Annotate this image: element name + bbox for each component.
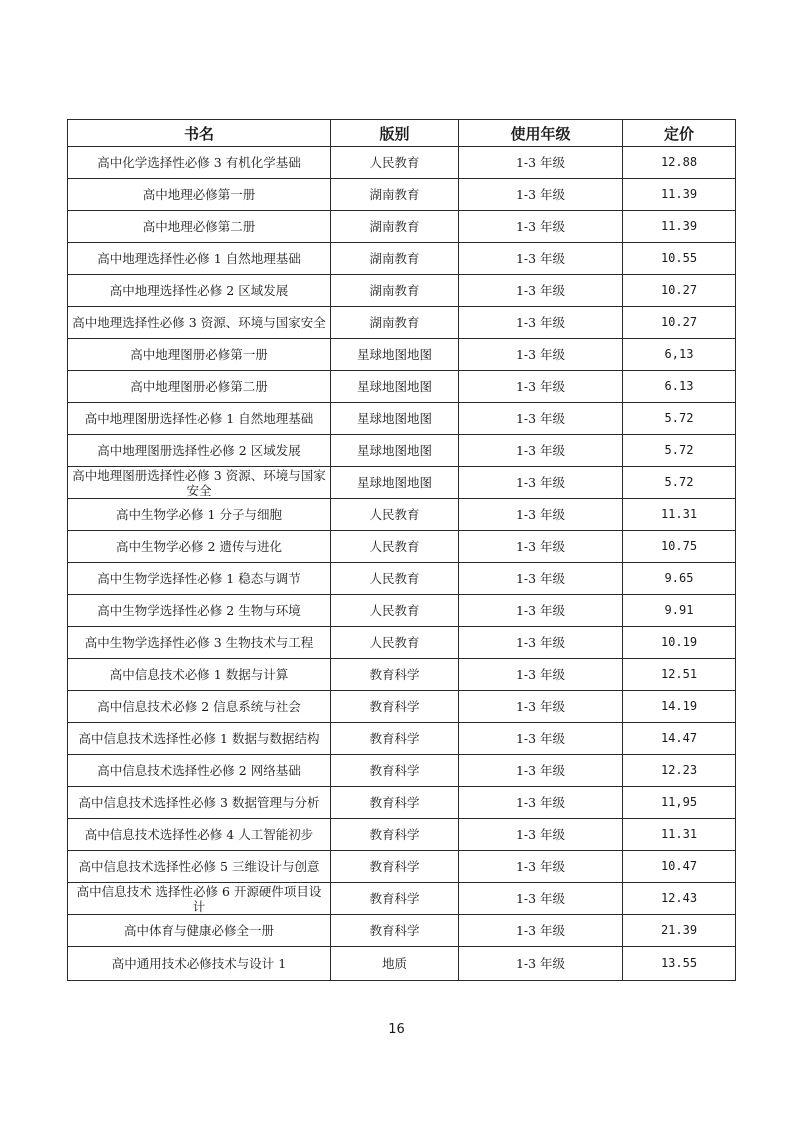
book-name-cell: 高中地理必修第二册 (68, 211, 331, 243)
grade-cell: 1-3 年级 (459, 531, 623, 563)
price-cell: 5.72 (623, 403, 736, 435)
grade-cell: 1-3 年级 (459, 691, 623, 723)
table-row (68, 467, 736, 499)
grade-cell: 1-3 年级 (459, 563, 623, 595)
book-name-cell: 高中化学选择性必修 3 有机化学基础 (68, 147, 331, 179)
grade-cell: 1-3 年级 (459, 371, 623, 403)
header-edition: 版别 (331, 120, 459, 147)
table-row (68, 531, 736, 563)
table-row (68, 275, 736, 307)
grade-cell: 1-3 年级 (459, 819, 623, 851)
textbook-price-table (67, 119, 736, 981)
table-row (68, 499, 736, 531)
grade-cell: 1-3 年级 (459, 755, 623, 787)
book-name-cell: 高中地理图册选择性必修 1 自然地理基础 (68, 403, 331, 435)
book-name-cell: 高中地理图册选择性必修 3 资源、环境与国家安全 (68, 467, 331, 499)
edition-cell: 教育科学 (331, 787, 459, 819)
table-row (68, 723, 736, 755)
grade-cell: 1-3 年级 (459, 627, 623, 659)
header-grade: 使用年级 (459, 120, 623, 147)
table-row (68, 339, 736, 371)
price-cell: 11.31 (623, 819, 736, 851)
grade-cell: 1-3 年级 (459, 403, 623, 435)
edition-cell: 人民教育 (331, 563, 459, 595)
table-row (68, 211, 736, 243)
grade-cell: 1-3 年级 (459, 275, 623, 307)
edition-cell: 人民教育 (331, 499, 459, 531)
header-book-name: 书名 (68, 120, 331, 147)
grade-cell: 1-3 年级 (459, 915, 623, 947)
grade-cell: 1-3 年级 (459, 787, 623, 819)
grade-cell: 1-3 年级 (459, 723, 623, 755)
price-cell: 5.72 (623, 435, 736, 467)
book-name-cell: 高中信息技术选择性必修 3 数据管理与分析 (68, 787, 331, 819)
edition-cell: 人民教育 (331, 147, 459, 179)
price-cell: 12.23 (623, 755, 736, 787)
edition-cell: 星球地图地图 (331, 403, 459, 435)
header-price: 定价 (623, 120, 736, 147)
book-name-cell: 高中信息技术 选择性必修 6 开源硬件项目设计 (68, 883, 331, 915)
table-row (68, 627, 736, 659)
grade-cell: 1-3 年级 (459, 467, 623, 499)
edition-cell: 教育科学 (331, 755, 459, 787)
price-cell: 14.19 (623, 691, 736, 723)
price-cell: 12.88 (623, 147, 736, 179)
table-row (68, 851, 736, 883)
grade-cell: 1-3 年级 (459, 947, 623, 981)
edition-cell: 湖南教育 (331, 307, 459, 339)
price-cell: 6,13 (623, 339, 736, 371)
grade-cell: 1-3 年级 (459, 147, 623, 179)
book-name-cell: 高中地理选择性必修 1 自然地理基础 (68, 243, 331, 275)
table-row (68, 595, 736, 627)
table-header-row (68, 120, 736, 147)
table-row (68, 435, 736, 467)
book-name-cell: 高中生物学选择性必修 3 生物技术与工程 (68, 627, 331, 659)
book-name-cell: 高中体育与健康必修全一册 (68, 915, 331, 947)
edition-cell: 湖南教育 (331, 243, 459, 275)
price-cell: 9.91 (623, 595, 736, 627)
table-row (68, 915, 736, 947)
table-row (68, 563, 736, 595)
table-row (68, 659, 736, 691)
price-cell: 5.72 (623, 467, 736, 499)
book-name-cell: 高中信息技术选择性必修 4 人工智能初步 (68, 819, 331, 851)
price-cell: 10.19 (623, 627, 736, 659)
edition-cell: 教育科学 (331, 915, 459, 947)
price-cell: 10.75 (623, 531, 736, 563)
grade-cell: 1-3 年级 (459, 851, 623, 883)
table-row (68, 371, 736, 403)
book-name-cell: 高中信息技术选择性必修 5 三维设计与创意 (68, 851, 331, 883)
price-cell: 14.47 (623, 723, 736, 755)
book-name-cell: 高中信息技术选择性必修 1 数据与数据结构 (68, 723, 331, 755)
grade-cell: 1-3 年级 (459, 659, 623, 691)
page-number: 16 (388, 1022, 405, 1037)
grade-cell: 1-3 年级 (459, 435, 623, 467)
table-row (68, 755, 736, 787)
price-cell: 11,95 (623, 787, 736, 819)
table-row (68, 947, 736, 981)
table-row (68, 403, 736, 435)
book-name-cell: 高中地理图册选择性必修 2 区域发展 (68, 435, 331, 467)
book-name-cell: 高中信息技术必修 1 数据与计算 (68, 659, 331, 691)
table-row (68, 307, 736, 339)
price-cell: 10.47 (623, 851, 736, 883)
edition-cell: 星球地图地图 (331, 467, 459, 499)
grade-cell: 1-3 年级 (459, 883, 623, 915)
book-name-cell: 高中信息技术选择性必修 2 网络基础 (68, 755, 331, 787)
table-row (68, 883, 736, 915)
price-cell: 10.27 (623, 307, 736, 339)
book-name-cell: 高中生物学选择性必修 1 稳态与调节 (68, 563, 331, 595)
price-cell: 11.39 (623, 211, 736, 243)
edition-cell: 地质 (331, 947, 459, 981)
price-cell: 21.39 (623, 915, 736, 947)
book-name-cell: 高中地理选择性必修 3 资源、环境与国家安全 (68, 307, 331, 339)
edition-cell: 教育科学 (331, 723, 459, 755)
book-name-cell: 高中信息技术必修 2 信息系统与社会 (68, 691, 331, 723)
edition-cell: 教育科学 (331, 691, 459, 723)
grade-cell: 1-3 年级 (459, 211, 623, 243)
book-name-cell: 高中生物学必修 1 分子与细胞 (68, 499, 331, 531)
edition-cell: 人民教育 (331, 627, 459, 659)
price-cell: 12.51 (623, 659, 736, 691)
grade-cell: 1-3 年级 (459, 499, 623, 531)
book-name-cell: 高中地理必修第一册 (68, 179, 331, 211)
edition-cell: 教育科学 (331, 883, 459, 915)
price-cell: 10.55 (623, 243, 736, 275)
price-cell: 11.31 (623, 499, 736, 531)
edition-cell: 教育科学 (331, 659, 459, 691)
edition-cell: 教育科学 (331, 819, 459, 851)
book-name-cell: 高中地理选择性必修 2 区域发展 (68, 275, 331, 307)
edition-cell: 湖南教育 (331, 275, 459, 307)
edition-cell: 人民教育 (331, 531, 459, 563)
price-cell: 11.39 (623, 179, 736, 211)
price-cell: 6.13 (623, 371, 736, 403)
grade-cell: 1-3 年级 (459, 307, 623, 339)
grade-cell: 1-3 年级 (459, 243, 623, 275)
edition-cell: 星球地图地图 (331, 435, 459, 467)
grade-cell: 1-3 年级 (459, 339, 623, 371)
edition-cell: 人民教育 (331, 595, 459, 627)
grade-cell: 1-3 年级 (459, 595, 623, 627)
edition-cell: 星球地图地图 (331, 371, 459, 403)
edition-cell: 湖南教育 (331, 211, 459, 243)
table-row (68, 787, 736, 819)
grade-cell: 1-3 年级 (459, 179, 623, 211)
price-cell: 9.65 (623, 563, 736, 595)
table-row (68, 691, 736, 723)
table-row (68, 179, 736, 211)
book-name-cell: 高中通用技术必修技术与设计 1 (68, 947, 331, 981)
book-name-cell: 高中生物学必修 2 遗传与进化 (68, 531, 331, 563)
book-name-cell: 高中地理图册必修第一册 (68, 339, 331, 371)
edition-cell: 星球地图地图 (331, 339, 459, 371)
table-row (68, 819, 736, 851)
book-name-cell: 高中生物学选择性必修 2 生物与环境 (68, 595, 331, 627)
price-cell: 10.27 (623, 275, 736, 307)
table-row (68, 147, 736, 179)
edition-cell: 湖南教育 (331, 179, 459, 211)
price-cell: 13.55 (623, 947, 736, 981)
book-name-cell: 高中地理图册必修第二册 (68, 371, 331, 403)
table-row (68, 243, 736, 275)
price-cell: 12.43 (623, 883, 736, 915)
edition-cell: 教育科学 (331, 851, 459, 883)
